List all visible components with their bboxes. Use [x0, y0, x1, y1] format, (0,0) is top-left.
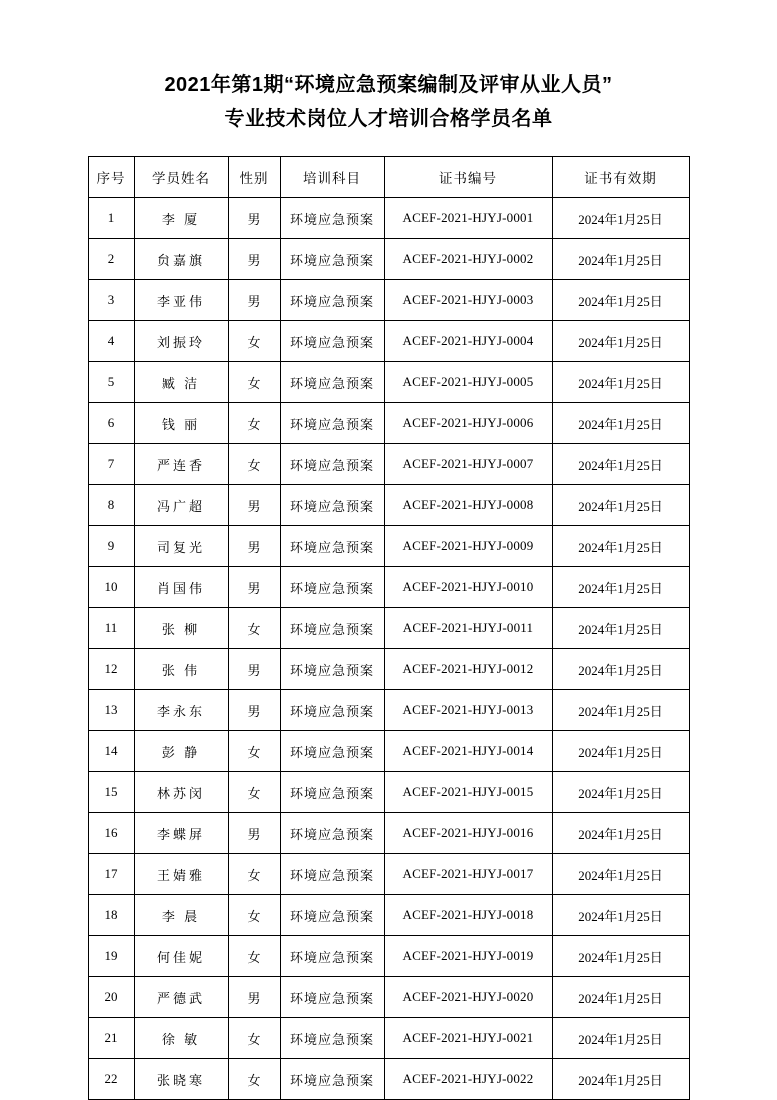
table-row [88, 608, 689, 649]
table-row [88, 936, 689, 977]
cell-validity: 2024年1月25日 [552, 362, 689, 403]
cell-name: 张晓寒 [134, 1059, 228, 1100]
cell-name: 钱 丽 [134, 403, 228, 444]
cell-validity: 2024年1月25日 [552, 1018, 689, 1059]
cell-validity: 2024年1月25日 [552, 444, 689, 485]
cell-gender: 女 [228, 608, 280, 649]
cell-name: 王婧雅 [134, 854, 228, 895]
cell-index: 9 [88, 526, 134, 567]
cell-index: 16 [88, 813, 134, 854]
cell-certificate-number: ACEF-2021-HJYJ-0009 [384, 526, 552, 567]
cell-certificate-number: ACEF-2021-HJYJ-0021 [384, 1018, 552, 1059]
column-header-index: 序号 [88, 157, 134, 198]
cell-certificate-number: ACEF-2021-HJYJ-0015 [384, 772, 552, 813]
table-row [88, 731, 689, 772]
cell-validity: 2024年1月25日 [552, 403, 689, 444]
cell-index: 17 [88, 854, 134, 895]
cell-name: 李 晨 [134, 895, 228, 936]
column-header-subject: 培训科目 [280, 157, 384, 198]
cell-validity: 2024年1月25日 [552, 1059, 689, 1100]
cell-validity: 2024年1月25日 [552, 813, 689, 854]
cell-subject: 环境应急预案 [280, 444, 384, 485]
cell-validity: 2024年1月25日 [552, 895, 689, 936]
table-row [88, 567, 689, 608]
cell-subject: 环境应急预案 [280, 485, 384, 526]
cell-name: 徐 敏 [134, 1018, 228, 1059]
table-row [88, 526, 689, 567]
table-row [88, 813, 689, 854]
column-header-name: 学员姓名 [134, 157, 228, 198]
cell-validity: 2024年1月25日 [552, 731, 689, 772]
cell-certificate-number: ACEF-2021-HJYJ-0014 [384, 731, 552, 772]
cell-gender: 男 [228, 198, 280, 239]
cell-name: 李 厦 [134, 198, 228, 239]
cell-gender: 男 [228, 485, 280, 526]
cell-index: 3 [88, 280, 134, 321]
cell-index: 21 [88, 1018, 134, 1059]
table-row [88, 403, 689, 444]
cell-name: 彭 静 [134, 731, 228, 772]
cell-index: 13 [88, 690, 134, 731]
cell-validity: 2024年1月25日 [552, 608, 689, 649]
cell-name: 何佳妮 [134, 936, 228, 977]
cell-subject: 环境应急预案 [280, 239, 384, 280]
cell-certificate-number: ACEF-2021-HJYJ-0012 [384, 649, 552, 690]
cell-index: 15 [88, 772, 134, 813]
cell-gender: 女 [228, 1059, 280, 1100]
cell-gender: 女 [228, 1018, 280, 1059]
cell-subject: 环境应急预案 [280, 895, 384, 936]
cell-gender: 女 [228, 362, 280, 403]
cell-subject: 环境应急预案 [280, 649, 384, 690]
cell-certificate-number: ACEF-2021-HJYJ-0003 [384, 280, 552, 321]
table-row [88, 1059, 689, 1100]
table-row [88, 321, 689, 362]
cell-validity: 2024年1月25日 [552, 485, 689, 526]
cell-certificate-number: ACEF-2021-HJYJ-0016 [384, 813, 552, 854]
table-row [88, 895, 689, 936]
cell-certificate-number: ACEF-2021-HJYJ-0011 [384, 608, 552, 649]
cell-certificate-number: ACEF-2021-HJYJ-0010 [384, 567, 552, 608]
cell-gender: 男 [228, 280, 280, 321]
cell-index: 19 [88, 936, 134, 977]
cell-name: 严连香 [134, 444, 228, 485]
cell-gender: 女 [228, 772, 280, 813]
cell-gender: 男 [228, 526, 280, 567]
cell-certificate-number: ACEF-2021-HJYJ-0022 [384, 1059, 552, 1100]
cell-index: 20 [88, 977, 134, 1018]
cell-index: 5 [88, 362, 134, 403]
title-line-2: 专业技术岗位人才培训合格学员名单 [224, 108, 553, 130]
cell-subject: 环境应急预案 [280, 690, 384, 731]
title-line-1: 2021年第1期“环境应急预案编制及评审从业人员” [164, 74, 613, 96]
cell-certificate-number: ACEF-2021-HJYJ-0018 [384, 895, 552, 936]
cell-gender: 女 [228, 321, 280, 362]
table-row [88, 772, 689, 813]
cell-name: 肖国伟 [134, 567, 228, 608]
table-row [88, 444, 689, 485]
cell-validity: 2024年1月25日 [552, 526, 689, 567]
column-header-gender: 性别 [228, 157, 280, 198]
cell-name: 臧 洁 [134, 362, 228, 403]
cell-name: 司复光 [134, 526, 228, 567]
cell-certificate-number: ACEF-2021-HJYJ-0017 [384, 854, 552, 895]
cell-index: 14 [88, 731, 134, 772]
cell-certificate-number: ACEF-2021-HJYJ-0006 [384, 403, 552, 444]
cell-gender: 男 [228, 567, 280, 608]
cell-subject: 环境应急预案 [280, 608, 384, 649]
table-row [88, 649, 689, 690]
cell-validity: 2024年1月25日 [552, 977, 689, 1018]
cell-index: 2 [88, 239, 134, 280]
column-header-cert: 证书编号 [384, 157, 552, 198]
cell-subject: 环境应急预案 [280, 362, 384, 403]
cell-subject: 环境应急预案 [280, 403, 384, 444]
cell-gender: 女 [228, 936, 280, 977]
cell-index: 6 [88, 403, 134, 444]
cell-validity: 2024年1月25日 [552, 198, 689, 239]
cell-name: 林苏闵 [134, 772, 228, 813]
cell-index: 1 [88, 198, 134, 239]
cell-certificate-number: ACEF-2021-HJYJ-0005 [384, 362, 552, 403]
table-row [88, 485, 689, 526]
table-row [88, 239, 689, 280]
cell-index: 12 [88, 649, 134, 690]
cell-validity: 2024年1月25日 [552, 772, 689, 813]
cell-subject: 环境应急预案 [280, 854, 384, 895]
table-header-row [88, 157, 689, 198]
cell-index: 18 [88, 895, 134, 936]
table-row [88, 977, 689, 1018]
table-row [88, 854, 689, 895]
cell-gender: 女 [228, 895, 280, 936]
cell-certificate-number: ACEF-2021-HJYJ-0002 [384, 239, 552, 280]
table-row [88, 1018, 689, 1059]
table-row [88, 280, 689, 321]
cell-subject: 环境应急预案 [280, 813, 384, 854]
cell-name: 李永东 [134, 690, 228, 731]
cell-validity: 2024年1月25日 [552, 280, 689, 321]
cell-certificate-number: ACEF-2021-HJYJ-0001 [384, 198, 552, 239]
cell-name: 李蝶屏 [134, 813, 228, 854]
cell-certificate-number: ACEF-2021-HJYJ-0007 [384, 444, 552, 485]
cell-certificate-number: ACEF-2021-HJYJ-0019 [384, 936, 552, 977]
cell-certificate-number: ACEF-2021-HJYJ-0004 [384, 321, 552, 362]
cell-gender: 男 [228, 813, 280, 854]
cell-name: 严德武 [134, 977, 228, 1018]
cell-gender: 女 [228, 854, 280, 895]
cell-subject: 环境应急预案 [280, 731, 384, 772]
cell-gender: 女 [228, 731, 280, 772]
cell-validity: 2024年1月25日 [552, 936, 689, 977]
cell-index: 11 [88, 608, 134, 649]
cell-gender: 女 [228, 444, 280, 485]
table-row [88, 198, 689, 239]
cell-index: 4 [88, 321, 134, 362]
cell-validity: 2024年1月25日 [552, 321, 689, 362]
cell-name: 张 柳 [134, 608, 228, 649]
table-row [88, 690, 689, 731]
cell-certificate-number: ACEF-2021-HJYJ-0008 [384, 485, 552, 526]
cell-gender: 男 [228, 690, 280, 731]
cell-validity: 2024年1月25日 [552, 690, 689, 731]
cell-name: 李亚伟 [134, 280, 228, 321]
table-row [88, 362, 689, 403]
cell-subject: 环境应急预案 [280, 526, 384, 567]
cell-index: 7 [88, 444, 134, 485]
cell-name: 刘振玲 [134, 321, 228, 362]
cell-gender: 男 [228, 239, 280, 280]
document-title [58, 70, 719, 134]
cell-validity: 2024年1月25日 [552, 854, 689, 895]
cell-subject: 环境应急预案 [280, 977, 384, 1018]
cell-validity: 2024年1月25日 [552, 567, 689, 608]
cell-subject: 环境应急预案 [280, 280, 384, 321]
cell-subject: 环境应急预案 [280, 567, 384, 608]
cell-gender: 女 [228, 403, 280, 444]
cell-validity: 2024年1月25日 [552, 649, 689, 690]
cell-name: 冯广超 [134, 485, 228, 526]
cell-validity: 2024年1月25日 [552, 239, 689, 280]
cell-index: 8 [88, 485, 134, 526]
roster-table [88, 156, 690, 1100]
cell-gender: 男 [228, 649, 280, 690]
cell-index: 10 [88, 567, 134, 608]
cell-subject: 环境应急预案 [280, 198, 384, 239]
cell-index: 22 [88, 1059, 134, 1100]
cell-subject: 环境应急预案 [280, 772, 384, 813]
cell-name: 贠嘉旗 [134, 239, 228, 280]
cell-gender: 男 [228, 977, 280, 1018]
cell-certificate-number: ACEF-2021-HJYJ-0020 [384, 977, 552, 1018]
cell-subject: 环境应急预案 [280, 936, 384, 977]
cell-subject: 环境应急预案 [280, 321, 384, 362]
cell-subject: 环境应急预案 [280, 1059, 384, 1100]
cell-name: 张 伟 [134, 649, 228, 690]
column-header-valid: 证书有效期 [552, 157, 689, 198]
cell-certificate-number: ACEF-2021-HJYJ-0013 [384, 690, 552, 731]
cell-subject: 环境应急预案 [280, 1018, 384, 1059]
